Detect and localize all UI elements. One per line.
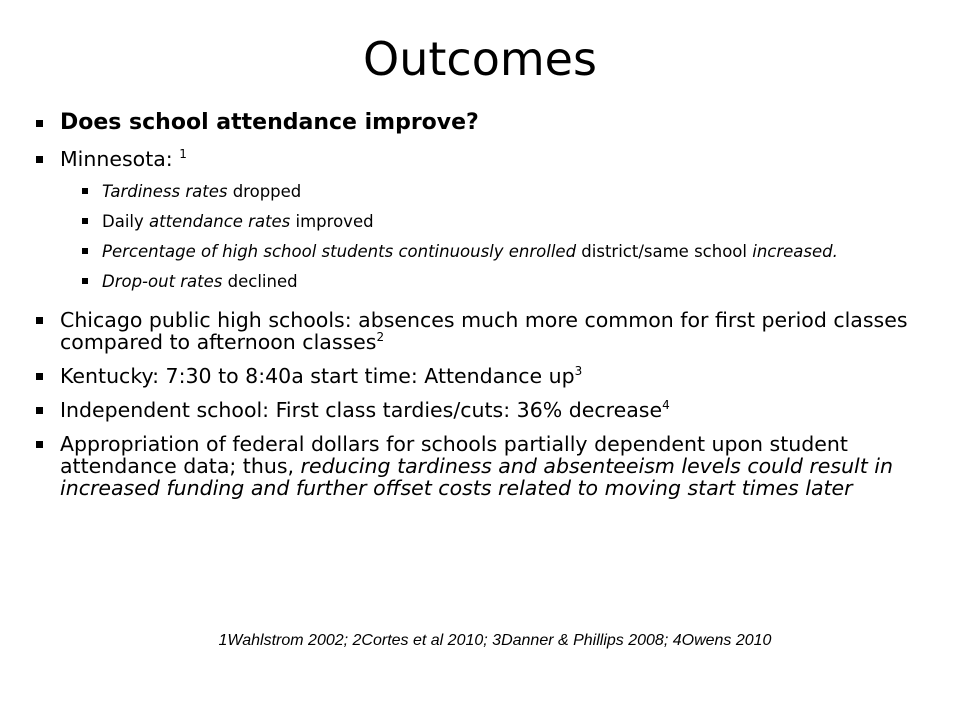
square-bullet-icon: [82, 248, 88, 254]
sub-bullet-enrollment: Percentage of high school students continuously enrolled district/same school increased.: [82, 242, 926, 261]
bullet-question: Does school attendance improve?: [36, 112, 926, 134]
references-footer: 1Wahlstrom 2002; 2Cortes et al 2010; 3Danner & Phillips 2008; 4Owens 2010: [218, 632, 772, 649]
square-bullet-icon: [36, 407, 43, 414]
bullet-chicago: Chicago public high schools: absences much more common for first period classes compared to afternoon classes$^2$: [36, 309, 926, 353]
ref-3: 3: [574, 364, 583, 379]
square-bullet-icon: [36, 156, 43, 163]
square-bullet-icon: [36, 441, 43, 448]
square-bullet-icon: [36, 317, 43, 324]
square-bullet-icon: [82, 188, 88, 194]
square-bullet-icon: [36, 120, 43, 127]
square-bullet-icon: [36, 373, 43, 380]
bullet-minnesota: Minnesota: $^1$: [36, 148, 926, 170]
bullet-independent-school: Independent school: First class tardies/cuts: 36% decrease$^4$: [36, 399, 926, 421]
ref-4: 4: [662, 398, 670, 413]
square-bullet-icon: [82, 218, 88, 224]
sub-bullet-tardiness: Tardiness rates dropped: [82, 182, 926, 201]
bullet-kentucky: Kentucky: 7:30 to 8:40a start time: Attendance $up^3$: [36, 365, 926, 387]
ref-2: 2: [376, 330, 385, 345]
slide-title: Outcomes: [363, 32, 597, 86]
square-bullet-icon: [82, 278, 88, 284]
slide-content: [36, 112, 926, 511]
bullet-appropriation: Appropriation of federal dollars for schools partially dependent upon student attendance data; thus, reducing tardiness and absenteeism levels could result in increased funding and further offset costs related to moving start times later: [36, 433, 926, 499]
sub-bullet-dropout: Drop-out rates declined: [82, 272, 926, 291]
sub-bullet-daily-attendance: Daily attendance rates improved: [82, 212, 926, 231]
ref-1: 1: [179, 147, 187, 162]
